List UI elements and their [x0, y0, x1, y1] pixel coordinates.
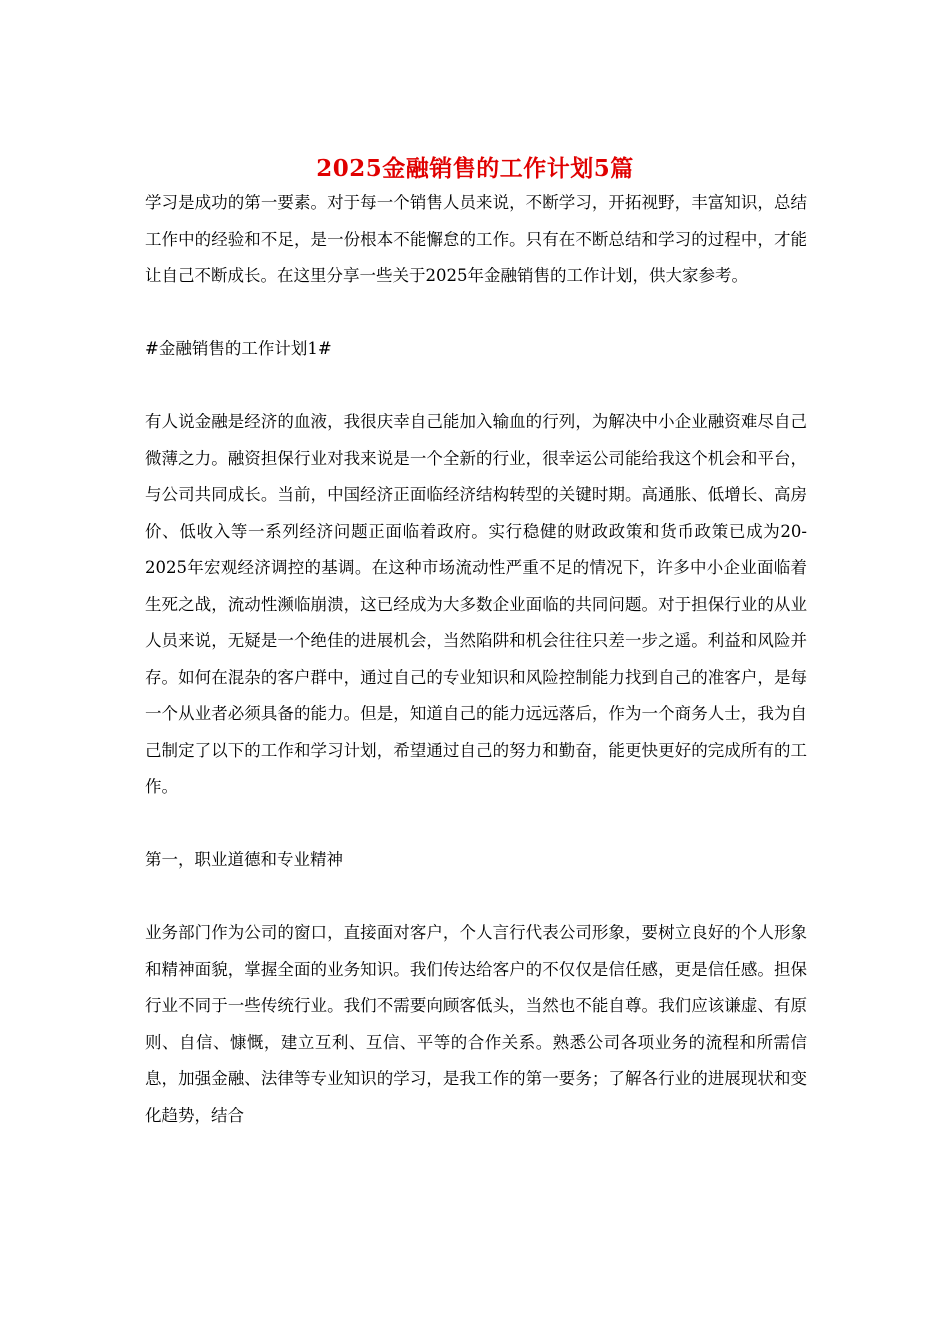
body-paragraph: 业务部门作为公司的窗口，直接面对客户，个人言行代表公司形象，要树立良好的个人形象和精神面貌，掌握全面的业务知识。我们传达给客户的不仅仅是信任感，更是信任感。担保行业不同于一些传统行业。我们不需要向顾客低头，当然也不能自尊。我们应该谦虚、有原则、自信、慷慨，建立互利、互信、平等的合作关系。熟悉公司各项业务的流程和所需信息，加强金融、法律等专业知识的学习，是我工作的第一要务；了解各行业的进展现状和变化趋势，结合 [145, 923, 807, 1125]
document-body [145, 185, 807, 1171]
document-title: 2025金融销售的工作计划5篇 [316, 155, 634, 182]
body-paragraph: 有人说金融是经济的血液，我很庆幸自己能加入输血的行列，为解决中小企业融资难尽自己微薄之力。融资担保行业对我来说是一个全新的行业，很幸运公司能给我这个机会和平台，与公司共同成长。当前，中国经济正面临经济结构转型的关键时期。高通胀、低增长、高房价、低收入等一系列经济问题正面临着政府。实行稳健的财政政策和货币政策已成为20-2025年宏观经济调控的基调。在这种市场流动性严重不足的情况下，许多中小企业面临着生死之战，流动性濒临崩溃，这已经成为大多数企业面临的共同问题。对于担保行业的从业人员来说，无疑是一个绝佳的进展机会，当然陷阱和机会往往只差一步之遥。利益和风险并存。如何在混杂的客户群中，通过自己的专业知识和风险控制能力找到自己的准客户，是每一个从业者必须具备的能力。但是，知道自己的能力远远落后，作为一个商务人士，我为自己制定了以下的工作和学习计划，希望通过自己的努力和勤奋，能更快更好的完成所有的工作。 [145, 412, 807, 796]
section-heading: #金融销售的工作计划1# [145, 339, 332, 358]
sub-heading: 第一，职业道德和专业精神 [145, 850, 343, 869]
intro-paragraph: 学习是成功的第一要素。对于每一个销售人员来说，不断学习，开拓视野，丰富知识，总结工作中的经验和不足，是一份根本不能懈怠的工作。只有在不断总结和学习的过程中，才能让自己不断成长。在这里分享一些关于2025年金融销售的工作计划，供大家参考。 [145, 193, 807, 285]
